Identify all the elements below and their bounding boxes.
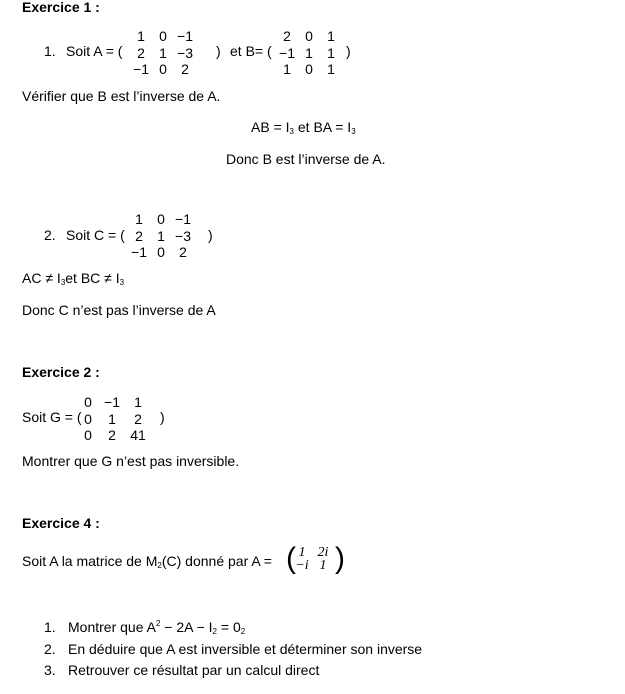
- matrix-c: [128, 211, 194, 261]
- question-2-number: 2.: [44, 227, 56, 243]
- item1-sub2: 2: [240, 627, 246, 636]
- matrix-cell: 2: [283, 28, 291, 44]
- matrix-cell: 2: [181, 61, 189, 77]
- matrix-4-open-paren: (: [286, 542, 296, 575]
- eq-ab: AB = I: [251, 119, 290, 135]
- question-1-number: 1.: [44, 43, 56, 59]
- conclusion-2: Donc C n’est pas l’inverse de A: [22, 302, 216, 318]
- item1-sup: 2: [155, 619, 161, 628]
- matrix-c-label: Soit C = (: [66, 227, 125, 243]
- verify-instruction: Vérifier que B est l’inverse de A.: [22, 88, 221, 104]
- matrix-cell: 1: [319, 558, 327, 573]
- matrix-g: [77, 394, 151, 444]
- matrix-cell: 2: [179, 244, 187, 260]
- eq-sub-1: 3: [289, 127, 294, 136]
- matrix-cell: 2i: [317, 545, 329, 560]
- item1-p1: Montrer que A: [68, 619, 156, 635]
- matrix-cell: 1: [135, 211, 143, 227]
- intro-sub: 2: [157, 561, 162, 570]
- item1-p2: − 2A − I: [160, 619, 213, 635]
- exercise-1-title: Exercice 1 :: [22, 0, 100, 15]
- matrix-cell: 1: [327, 61, 335, 77]
- matrix-cell: 1: [157, 227, 165, 244]
- ex4-item-3: Retrouver ce résultat par un calcul direct: [68, 662, 320, 678]
- matrix-cell: −3: [175, 227, 191, 244]
- exercise-4-title: Exercice 4 :: [22, 515, 100, 531]
- conclusion-1: Donc B est l’inverse de A.: [226, 151, 386, 167]
- matrix-cell: 0: [305, 61, 313, 77]
- matrix-cell: 41: [130, 427, 146, 443]
- exercise-2-task: Montrer que G n’est pas inversible.: [22, 453, 240, 469]
- matrix-a-close: ): [216, 43, 221, 59]
- matrix-cell: 1: [305, 44, 313, 61]
- matrix-cell: 1: [283, 61, 291, 77]
- eq-mid: et BA = I: [293, 119, 352, 135]
- matrix-cell: −3: [177, 44, 193, 61]
- matrix-cell: 1: [298, 545, 306, 560]
- matrix-cell: 1: [134, 394, 142, 410]
- matrix-cell: 0: [159, 61, 167, 77]
- item1-p3: = 0: [217, 619, 241, 635]
- matrix-cell: 1: [137, 28, 145, 44]
- neq-part2: et BC ≠ I: [65, 270, 120, 286]
- exercise-4-intro: [22, 554, 272, 570]
- matrix-b-close: ): [346, 43, 351, 59]
- neq-part1: AC ≠ I: [22, 270, 61, 286]
- intro-part2: (C) donné par A =: [161, 553, 272, 569]
- matrix-cell: 2: [135, 227, 143, 244]
- matrix-cell: −1: [279, 44, 295, 61]
- matrix-g-label: Soit G = (: [22, 409, 82, 425]
- matrix-cell: 0: [84, 394, 92, 410]
- item1-sub1: 2: [212, 627, 217, 636]
- ex4-item-2: En déduire que A est inversible et déterminer son inverse: [68, 641, 423, 657]
- matrix-cell: 2: [134, 410, 142, 427]
- matrix-cell: 0: [84, 427, 92, 443]
- eq-sub-2: 3: [351, 127, 356, 136]
- inequality-statement: [22, 271, 124, 287]
- matrix-cell: −1: [133, 61, 149, 77]
- ex4-item-1-number: 1.: [44, 619, 56, 635]
- matrix-4: [293, 546, 335, 572]
- matrix-a-label: Soit A = (: [66, 43, 123, 59]
- matrix-cell: 0: [159, 28, 167, 44]
- matrix-cell: −1: [177, 28, 193, 44]
- matrix-cell: 0: [157, 244, 165, 260]
- matrix-cell: −1: [175, 211, 191, 227]
- matrix-4-close-paren: ): [335, 542, 345, 575]
- identity-equation: [251, 120, 356, 136]
- exercise-2-title: Exercice 2 :: [22, 364, 100, 380]
- neq-sub-1: 3: [60, 278, 66, 287]
- matrix-cell: 0: [157, 211, 165, 227]
- matrix-b: [276, 28, 342, 78]
- matrix-cell: −1: [131, 244, 147, 260]
- matrix-a: [130, 28, 196, 78]
- matrix-cell: 2: [137, 44, 145, 61]
- matrix-b-label: et B= (: [230, 43, 272, 59]
- matrix-c-close: ): [208, 227, 213, 243]
- matrix-cell: 0: [305, 28, 313, 44]
- ex4-item-3-number: 3.: [44, 662, 56, 678]
- ex4-item-2-number: 2.: [44, 641, 56, 657]
- matrix-cell: 1: [159, 44, 167, 61]
- matrix-cell: 2: [108, 427, 116, 443]
- matrix-cell: −1: [104, 394, 120, 410]
- matrix-cell: 1: [108, 410, 116, 427]
- matrix-g-close: ): [160, 409, 165, 425]
- intro-part1: Soit A la matrice de M: [22, 553, 158, 569]
- ex4-item-1: [68, 620, 245, 636]
- matrix-cell: 1: [327, 44, 335, 61]
- matrix-cell: 0: [84, 410, 92, 427]
- matrix-cell: 1: [327, 28, 335, 44]
- matrix-cell: −i: [295, 558, 309, 573]
- neq-sub-2: 3: [119, 278, 125, 287]
